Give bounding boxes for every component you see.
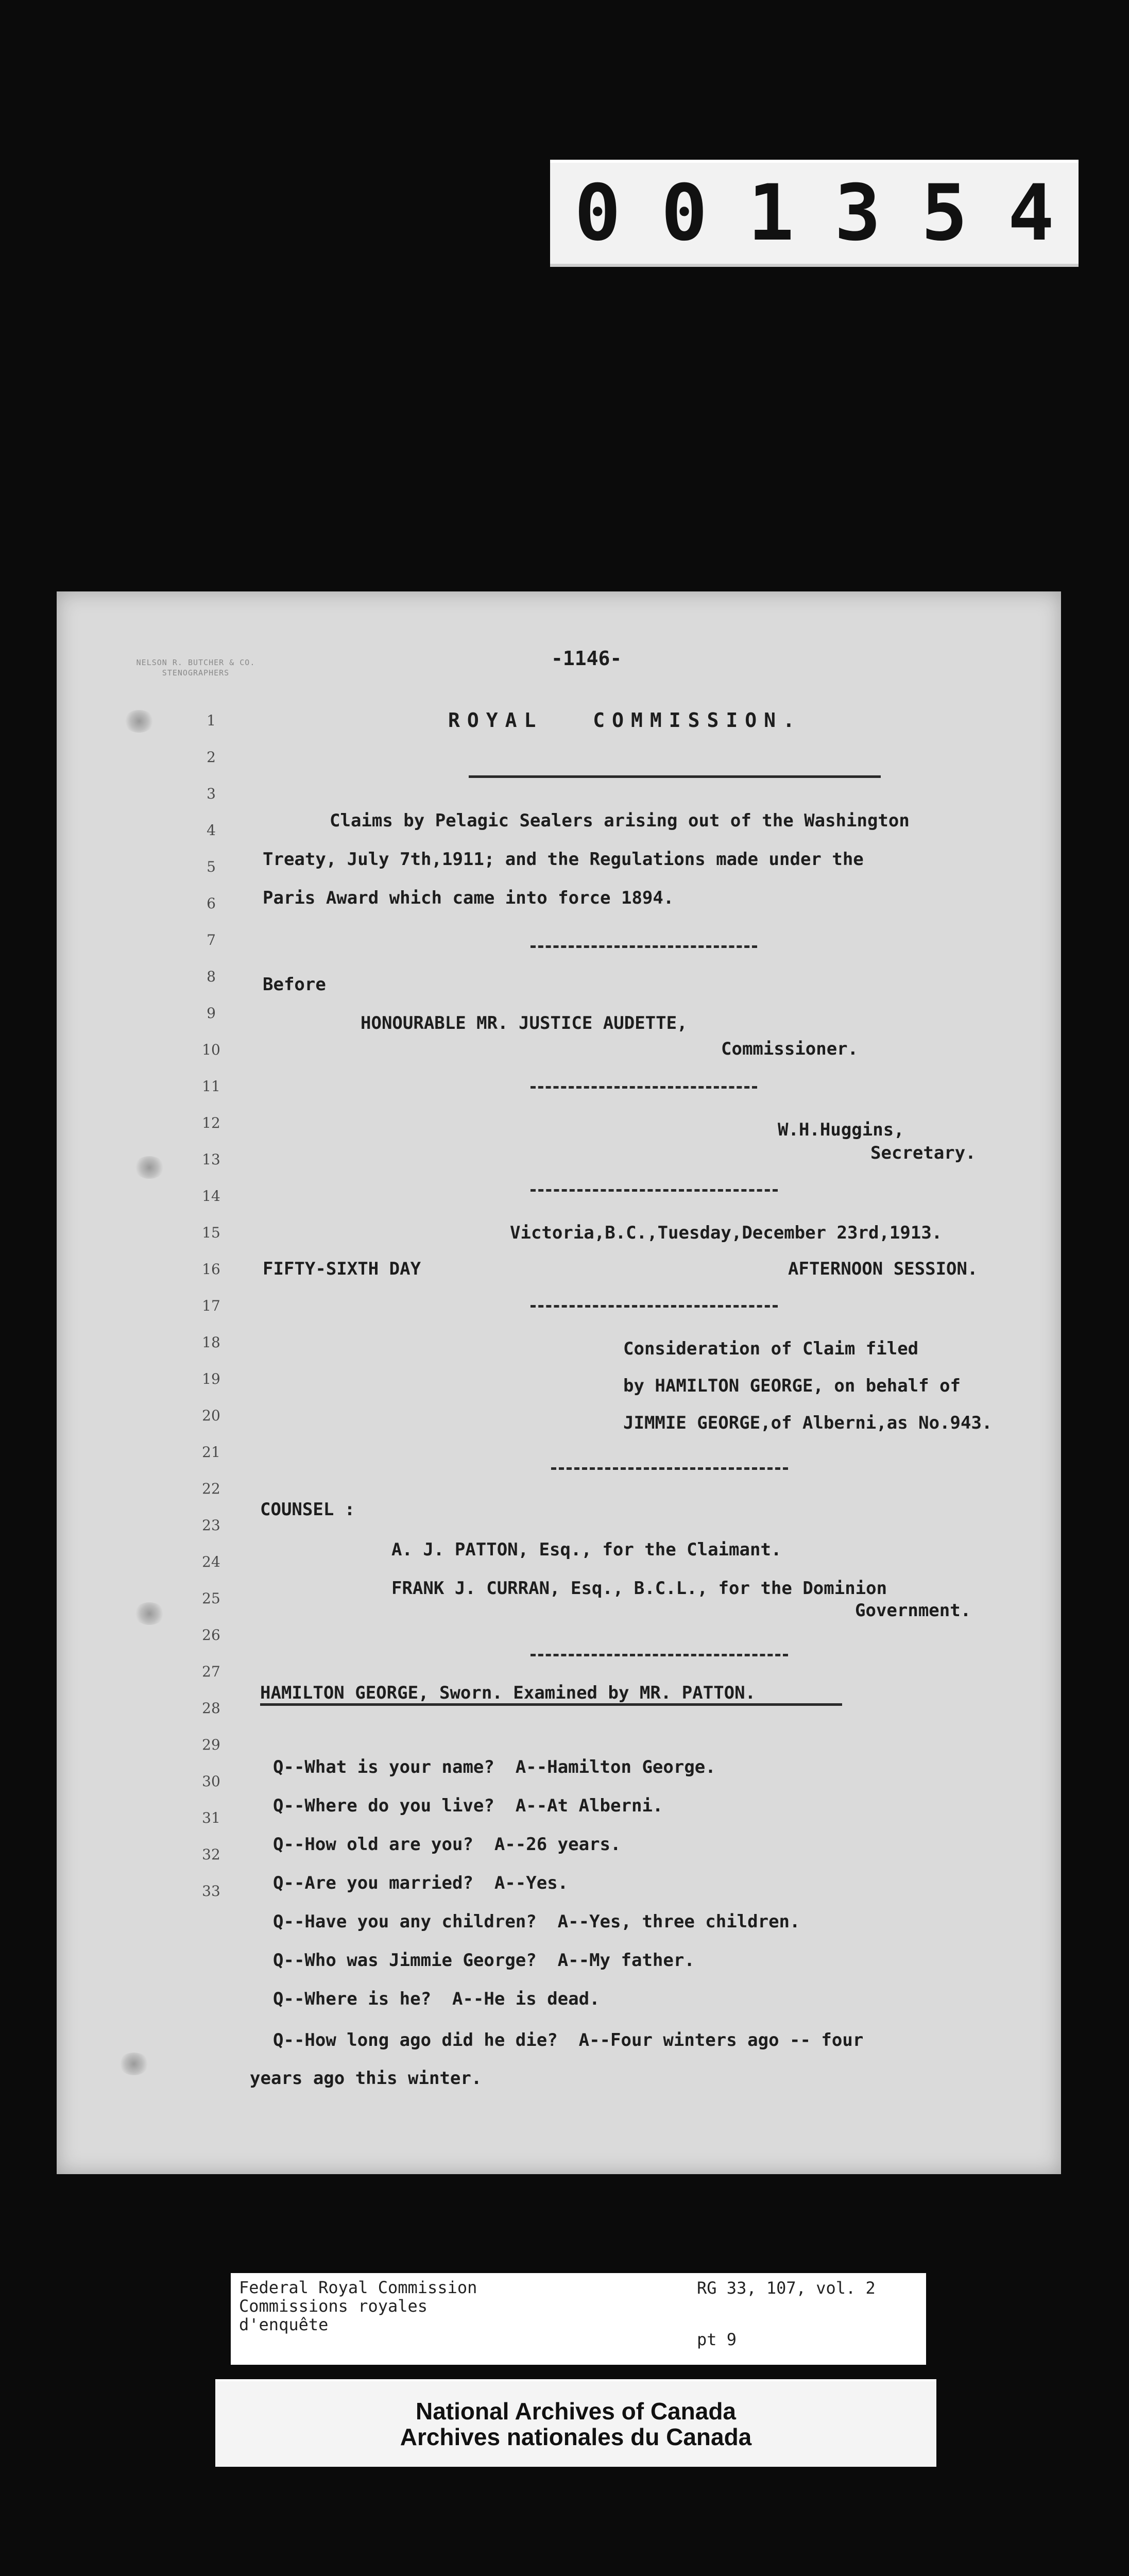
dashed-rule — [551, 1467, 788, 1470]
witness-heading: HAMILTON GEORGE, Sworn. Examined by MR. PATTON. — [260, 1683, 756, 1703]
fonds-description — [239, 2278, 477, 2334]
line-number: 33 — [202, 1883, 220, 1900]
punch-hole — [134, 1156, 165, 1179]
line-number: 4 — [207, 822, 216, 839]
line-number: 5 — [207, 858, 216, 875]
testimony-line: Q--How long ago did he die? A--Four winters ago -- four — [273, 2030, 864, 2050]
dashed-rule — [531, 1654, 788, 1656]
witness-heading-underline — [260, 1703, 842, 1706]
claim-intro-line: Treaty, July 7th,1911; and the Regulations made under the — [263, 849, 864, 870]
letterhead — [93, 657, 299, 678]
line-number: 15 — [202, 1224, 220, 1241]
commissioner-name: HONOURABLE MR. JUSTICE AUDETTE, — [361, 1013, 688, 1033]
archive-name-english: National Archives of Canada — [415, 2398, 736, 2425]
line-number: 9 — [207, 1005, 216, 1022]
secretary-title: Secretary. — [870, 1143, 976, 1163]
document-title: ROYAL COMMISSION. — [448, 709, 802, 732]
commissioner-title: Commissioner. — [721, 1039, 859, 1059]
fonds-part: pt 9 — [697, 2330, 737, 2349]
line-number: 18 — [202, 1334, 220, 1351]
dashed-rule — [531, 1305, 778, 1308]
line-number: 29 — [202, 1736, 220, 1753]
testimony-line: Q--Where is he? A--He is dead. — [273, 1989, 600, 2009]
line-number: 16 — [202, 1261, 220, 1278]
document-page — [57, 591, 1061, 2174]
fonds-line: Federal Royal Commission — [239, 2278, 477, 2297]
fonds-reference: RG 33, 107, vol. 2 — [697, 2278, 876, 2298]
claim-intro-line: Claims by Pelagic Sealers arising out of the Washington — [330, 810, 910, 831]
line-number: 17 — [202, 1297, 220, 1314]
consideration-line: by HAMILTON GEORGE, on behalf of — [623, 1376, 961, 1396]
line-number: 22 — [202, 1480, 220, 1497]
fonds-line: d'enquête — [239, 2315, 329, 2334]
punch-hole — [134, 1602, 165, 1625]
archive-label — [215, 2379, 936, 2467]
counsel-dominion-cont: Government. — [855, 1600, 971, 1621]
fonds-label — [231, 2273, 926, 2365]
frame-number-plate — [550, 160, 1094, 267]
line-number: 27 — [202, 1663, 220, 1680]
line-number: 7 — [207, 931, 216, 948]
line-number: 1 — [207, 712, 216, 729]
line-number: 6 — [207, 895, 216, 912]
dashed-rule — [531, 1086, 757, 1089]
line-number: 23 — [202, 1517, 220, 1534]
line-number: 10 — [202, 1041, 220, 1058]
line-number: 31 — [202, 1809, 220, 1826]
line-number: 19 — [202, 1370, 220, 1387]
counsel-claimant: A. J. PATTON, Esq., for the Claimant. — [391, 1539, 782, 1560]
before-label: Before — [263, 974, 326, 995]
line-number: 2 — [207, 749, 216, 766]
line-number: 25 — [202, 1590, 220, 1607]
line-number: 32 — [202, 1846, 220, 1863]
archive-name-french: Archives nationales du Canada — [400, 2424, 752, 2450]
testimony-line: Q--Have you any children? A--Yes, three children. — [273, 1911, 800, 1932]
dashed-rule — [531, 1189, 778, 1192]
testimony-continuation: years ago this winter. — [250, 2068, 482, 2089]
line-number: 8 — [207, 968, 216, 985]
page-number: -1146- — [551, 647, 622, 670]
line-number: 14 — [202, 1188, 220, 1205]
punch-hole — [118, 2053, 149, 2075]
line-number: 26 — [202, 1626, 220, 1643]
claim-intro-line: Paris Award which came into force 1894. — [263, 888, 674, 908]
counsel-dominion: FRANK J. CURRAN, Esq., B.C.L., for the Dominion — [391, 1578, 887, 1599]
line-number: 21 — [202, 1444, 220, 1461]
testimony-line: Q--Where do you live? A--At Alberni. — [273, 1795, 663, 1816]
letterhead-trade: STENOGRAPHERS — [162, 668, 230, 677]
fonds-line: Commissions royales — [239, 2296, 428, 2316]
line-number: 12 — [202, 1114, 220, 1131]
testimony-line: Q--How old are you? A--26 years. — [273, 1834, 621, 1855]
line-number: 11 — [202, 1078, 220, 1095]
place-date: Victoria,B.C.,Tuesday,December 23rd,1913. — [510, 1223, 943, 1243]
line-number: 20 — [202, 1407, 220, 1424]
line-number: 30 — [202, 1773, 220, 1790]
testimony-line: Q--Who was Jimmie George? A--My father. — [273, 1950, 695, 1971]
letterhead-firm: NELSON R. BUTCHER & CO. — [136, 658, 255, 667]
line-number: 28 — [202, 1700, 220, 1717]
line-number: 13 — [202, 1151, 220, 1168]
counsel-label: COUNSEL : — [260, 1499, 355, 1520]
frame-number: 001354 — [574, 168, 1094, 258]
testimony-line: Q--Are you married? A--Yes. — [273, 1873, 569, 1893]
punch-hole — [124, 710, 155, 733]
line-number: 3 — [207, 785, 216, 802]
consideration-line: Consideration of Claim filed — [623, 1338, 919, 1359]
dashed-rule — [531, 945, 757, 948]
secretary-name: W.H.Huggins, — [778, 1120, 904, 1140]
session-label: AFTERNOON SESSION. — [788, 1259, 978, 1279]
title-rule — [469, 775, 881, 778]
line-number: 24 — [202, 1553, 220, 1570]
day-label: FIFTY-SIXTH DAY — [263, 1259, 421, 1279]
testimony-line: Q--What is your name? A--Hamilton George. — [273, 1757, 716, 1777]
consideration-line: JIMMIE GEORGE,of Alberni,as No.943. — [623, 1413, 993, 1433]
